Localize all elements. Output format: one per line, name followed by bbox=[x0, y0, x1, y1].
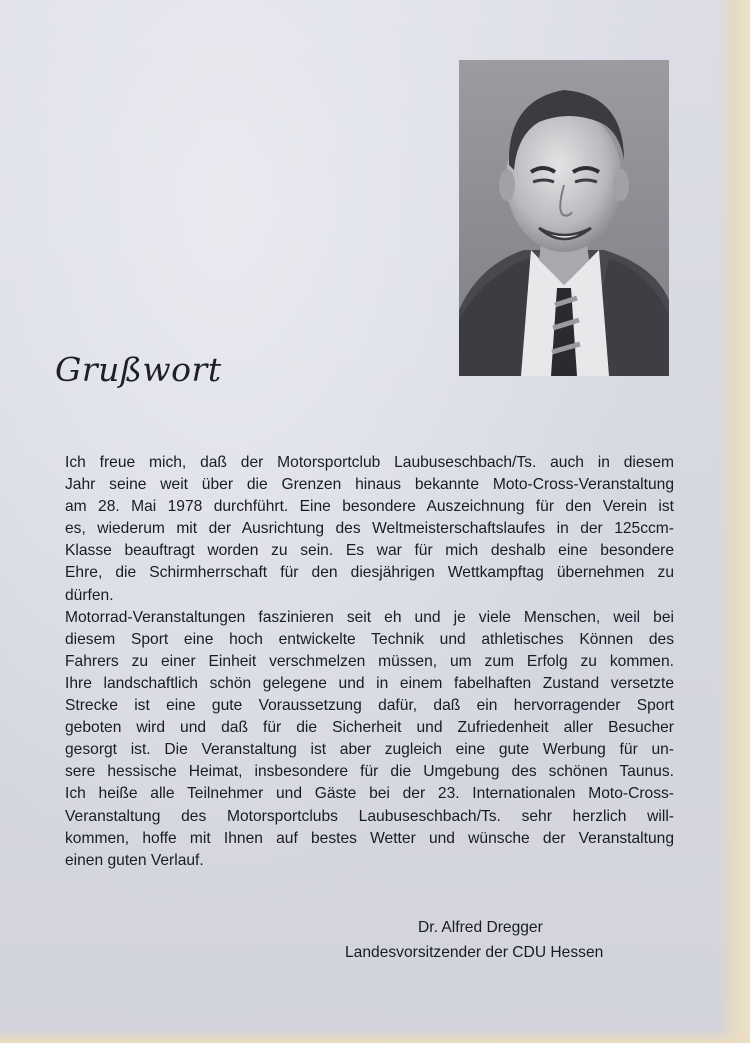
body-line: Ihre landschaftlich schön gelegene und in einem fabelhaften Zustand versetzte bbox=[65, 674, 674, 692]
paper-edge-bottom bbox=[0, 1029, 750, 1043]
body-line: kommen, hoffe mit Ihnen auf bestes Wetter und wünsche der Veranstaltung bbox=[65, 829, 674, 847]
body-line: Jahr seine weit über die Grenzen hinaus bekannte Moto-Cross-Veranstaltung bbox=[65, 476, 674, 494]
body-line: es, wiederum mit der Ausrichtung des Weltmeisterschaftslaufes in der 125ccm- bbox=[65, 520, 674, 538]
body-line: einen guten Verlauf. bbox=[65, 851, 204, 869]
body-line: Klasse beauftragt worden zu sein. Es war für mich deshalb eine besondere bbox=[65, 542, 674, 560]
signature-block bbox=[345, 915, 645, 965]
body-line: am 28. Mai 1978 durchführt. Eine besondere Auszeichnung für den Verein ist bbox=[65, 498, 674, 516]
body-line: Motorrad-Veranstaltungen faszinieren seit eh und je viele Menschen, weil bei bbox=[65, 608, 674, 626]
body-line: Ich freue mich, daß der Motorsportclub Laubuseschbach/Ts. auch in diesem bbox=[65, 454, 674, 471]
body-line: diesem Sport eine hoch entwickelte Technik und athletisches Können des bbox=[65, 630, 674, 648]
body-line: Strecke ist eine gute Voraussetzung dafür, daß ein hervorragender Sport bbox=[65, 697, 674, 715]
paper-edge bbox=[716, 0, 750, 1043]
body-line: Ehre, die Schirmherrschaft für den diesjährigen Wettkampftag übernehmen zu bbox=[65, 564, 674, 582]
body-line: geboten wird und daß für die Sicherheit und Zufriedenheit aller Besucher bbox=[65, 719, 674, 737]
portrait-illustration bbox=[459, 60, 669, 376]
body-line: gesorgt ist. Die Veranstaltung ist aber zugleich eine gute Werbung für un- bbox=[65, 741, 674, 759]
body-line: dürfen. bbox=[65, 586, 114, 604]
portrait-photo bbox=[459, 60, 669, 376]
signature-role: Landesvorsitzender der CDU Hessen bbox=[345, 944, 604, 961]
signature-name: Dr. Alfred Dregger bbox=[418, 919, 543, 936]
page-title: Grußwort bbox=[55, 350, 222, 389]
body-line: sere hessische Heimat, insbesondere für die Umgebung des schönen Taunus. bbox=[65, 763, 674, 781]
body-line: Fahrers zu einer Einheit verschmelzen müssen, um zum Erfolg zu kommen. bbox=[65, 652, 674, 670]
body-text bbox=[65, 452, 674, 872]
body-line: Veranstaltung des Motorsportclubs Laubuseschbach/Ts. sehr herzlich will- bbox=[65, 807, 674, 825]
body-line: Ich heiße alle Teilnehmer und Gäste bei der 23. Internationalen Moto-Cross- bbox=[65, 785, 674, 803]
